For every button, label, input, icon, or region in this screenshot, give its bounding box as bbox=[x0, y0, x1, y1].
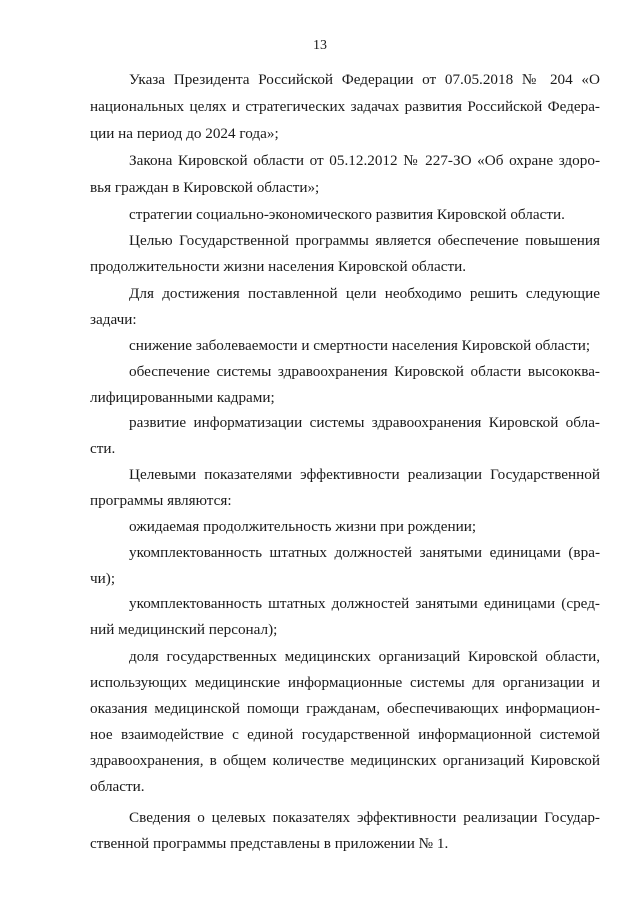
page-number: 13 bbox=[313, 38, 327, 53]
text-line: чи); bbox=[90, 570, 116, 587]
text-line: ции на период до 2024 года»; bbox=[90, 125, 279, 142]
text-line: обеспечение системы здравоохранения Кировской области высококва- bbox=[129, 363, 600, 380]
text-line: здравоохранения, в общем количестве медицинских организаций Кировской bbox=[90, 752, 600, 769]
text-line: национальных целях и стратегических задачах развития Российской Федера- bbox=[90, 98, 600, 115]
text-line: продолжительности жизни населения Кировской области. bbox=[90, 258, 467, 275]
text-line: Для достижения поставленной цели необходимо решить следующие bbox=[129, 285, 600, 302]
text-line: Целью Государственной программы является обеспечение повышения bbox=[129, 232, 600, 249]
text-line: области. bbox=[90, 778, 145, 795]
text-line: ний медицинский персонал); bbox=[90, 621, 278, 638]
text-line: развитие информатизации системы здравоохранения Кировской обла- bbox=[129, 414, 600, 431]
text-line: ное взаимодействие с единой государственной информационной системой bbox=[90, 726, 600, 743]
text-line: задачи: bbox=[90, 311, 137, 328]
text-line: Закона Кировской области от 05.12.2012 № 227-ЗО «Об охране здоро- bbox=[129, 152, 600, 169]
text-line: вья граждан в Кировской области»; bbox=[90, 179, 320, 196]
text-line: укомплектованность штатных должностей занятыми единицами (сред- bbox=[129, 595, 600, 612]
text-line: стратегии социально-экономического развития Кировской области. bbox=[129, 206, 565, 223]
text-line: ственной программы представлены в приложении № 1. bbox=[90, 835, 449, 852]
text-line: Указа Президента Российской Федерации от 07.05.2018 № 204 «О bbox=[129, 71, 600, 88]
text-line: ожидаемая продолжительность жизни при рождении; bbox=[129, 518, 477, 535]
text-line: Целевыми показателями эффективности реализации Государственной bbox=[129, 466, 600, 483]
text-line: программы являются: bbox=[90, 492, 232, 509]
text-line: доля государственных медицинских организаций Кировской области, bbox=[129, 648, 600, 665]
text-line: Сведения о целевых показателях эффективности реализации Государ- bbox=[129, 809, 600, 826]
text-line: снижение заболеваемости и смертности населения Кировской области; bbox=[129, 337, 591, 354]
text-line: оказания медицинской помощи гражданам, обеспечивающих информацион- bbox=[90, 700, 600, 717]
text-line: сти. bbox=[90, 440, 116, 457]
text-line: использующих медицинские информационные системы для организации и bbox=[90, 674, 600, 691]
text-line: укомплектованность штатных должностей занятыми единицами (вра- bbox=[129, 544, 600, 561]
text-line: лифицированными кадрами; bbox=[90, 389, 275, 406]
